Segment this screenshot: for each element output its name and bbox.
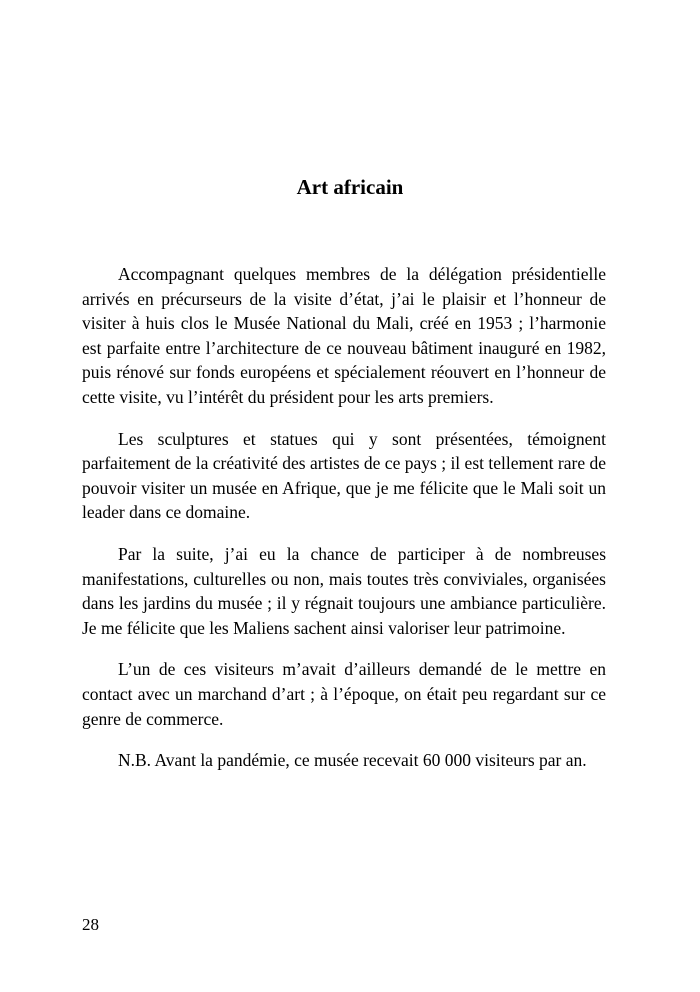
paragraph-4: L’un de ces visiteurs m’avait d’ailleurs demandé de le mettre en contact avec un marchand d’art ; à l’époque, on était peu regardant sur ce genre de commerce. (82, 659, 606, 729)
page-number: 28 (82, 915, 99, 934)
paragraph-3: Par la suite, j’ai eu la chance de participer à de nombreuses manifestations, culturelles ou non, mais toutes très conviviales, organisées dans les jardins du musée ; il y régnait toujours une ambiance particulière. Je me félicite que les Maliens sachent ainsi valoriser leur patrimoine. (82, 543, 606, 638)
paragraph-5: N.B. Avant la pandémie, ce musée recevait 60 000 visiteurs par an. (118, 750, 587, 771)
paragraph-1: Accompagnant quelques membres de la délégation présidentielle arrivés en précurseurs de la visite d’état, j’ai le plaisir et l’honneur de visiter à huis clos le Musée National du Mali, créé en 1953 ; l’harmonie est parfaite entre l’architecture de ce nouveau bâtiment inauguré en 1982, puis rénové sur fonds européens et spécialement réouvert en l’honneur de cette visite, vu l’intérêt du président pour les arts premiers. (82, 264, 606, 407)
paragraph-2: Les sculptures et statues qui y sont présentées, témoignent parfaitement de la créativité des artistes de ce pays ; il est tellement rare de pouvoir visiter un musée en Afrique, que je me félicite que le Mali soit un leader dans ce domaine. (82, 428, 606, 523)
body-text (82, 262, 606, 790)
page-title: Art africain (296, 175, 404, 199)
